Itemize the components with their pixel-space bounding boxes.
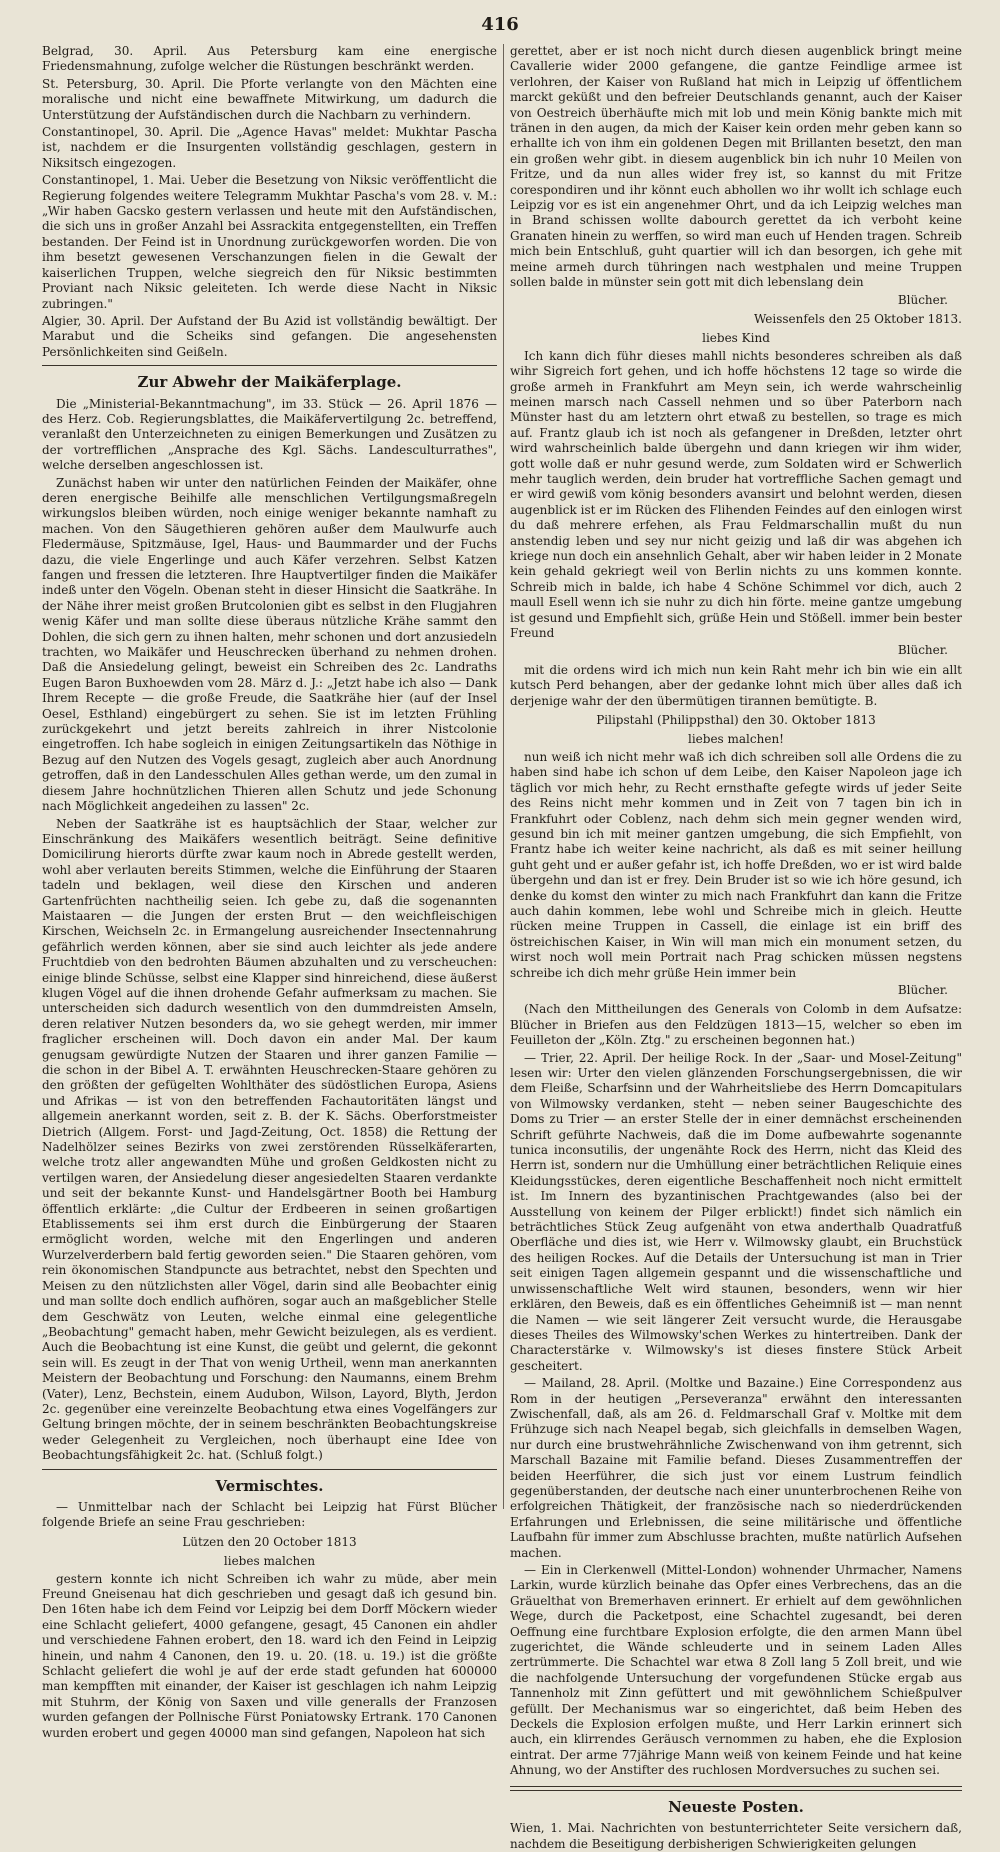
letter2-body: Ich kann dich führ dieses mahll nichts besonderes schreiben als daß wihr Sigreich fort gehen, und ich hoffe höchstens 12 tage so wirde die große armeh in Frankfuhrt am Meyn sein, ich werde wahrscheinlig meinen marsch nach Cassell nehmen und so über Paterborn nach Münster hast du am letztern ohrt etwaß zu bestellen, so trage es mich auf. Frantz glaub ich ist noch als gefangener in Dreßden, letzter ohrt wird wahrscheinlich balde übergehn und dann kriegen wir ihm wider, gott wolle daß er nuhr gesund werde, zum Soldaten wird er Schwerlich mehr tauglich werden, dein bruder hat vortreffliche Sachen gemagt und er wird gewiß vom könig besonders avansirt und belohnt werden, diesen augenblick ist er im Rücken des Flihenden Feindes auf den einlogen wirst du daß mehrere erfehen, als Frau Feldmarschallin mußt du nun anstendig leben und sey nur nicht geizig und laß dir was abgehen ich kriege nun doch ein ansehnlich Gehalt, aber wir haben leider in 2 Monate kein gehald gekriegt weil von Berlin nichts zu uns kommen konnte. Schreib mich in balde, ich habe 4 Schöne Schimmel vor dich, auch 2 maull Esell wenn ich sie nuhr zu dich hin förte. meine gantze umgebung ist gesund und Empfiehlt sich, grüße Hein und Stößell. immer bein bester Freund: [510, 348, 962, 641]
vermischtes-intro: — Unmittelbar nach der Schlacht bei Leipzig hat Fürst Blücher folgende Briefe an seine Frau geschrieben:: [42, 1499, 497, 1530]
letter2-dateline: Weissenfels den 25 Oktober 1813.: [753, 311, 962, 326]
source-note: (Nach den Mittheilungen des Generals von Colomb in dem Aufsatze: Blücher in Briefen aus den Feldzügen 1813—15, welcher so eben im Feuilleton der „Köln. Ztg." zu erscheinen begonnen hat.): [510, 1002, 962, 1048]
maikaefer-paragraph: Zunächst haben wir unter den natürlichen Feinden der Maikäfer, ohne deren energische Beihilfe alle menschlichen Vertilgungsmaßregeln wirkungslos bleiben würden, noch einige weniger bekannte namhaft zu machen. Von den Säugethieren gehören außer dem Maulwurfe auch Fledermäuse, Spitzmäuse, Igel, Haus- und Baummarder und der Fuchs dazu, die viele Engerlinge und auch Käfer verzehren. Selbst Katzen fangen und fressen die letzteren. Ihre Hauptvertilger finden die Maikäfer indeß unter den Vögeln. Obenan steht in dieser Hinsicht die Saatkrähe. In der Nähe ihrer meist großen Brutcolonien gibt es selbst in den Flugjahren wenig Käfer und man sollte diese überaus nützliche Krähe sammt den Dohlen, die sich gern zu ihnen halten, mehr schonen und dort anzusiedeln trachten, wo Maikäfer und Heuschrecken überhand zu nehmen drohen. Daß die Ansiedelung gelingt, beweist ein Schreiben des 2c. Landraths Eugen Baron Buxhoewden vom 28. März d. J.: „Jetzt habe ich also — Dank Ihrem Recepte — die große Freude, die Saatkrähe hier (auf der Insel Oesel, Esthland) eingebürgert zu sehen. Sie ist im letzten Frühling zurückgekehrt und jetzt bereits zahlreich in ihrer Nistcolonie eingetroffen. Ich habe sogleich in einigen Zeitungsartikeln das Nöthige in Bezug auf den Nutzen des Vogels gesagt, zugleich aber auch Anordnung getroffen, daß in den Landesschulen Alles gethan werde, um den zumal in diesem Jahre hochnützlichen Thieren allen Schutz und jede Schonung nach Möglichkeit angedeihen zu lassen" 2c.: [42, 475, 497, 814]
letter1-body: gestern konnte ich nicht Schreiben ich wahr zu müde, aber mein Freund Gneisenau hat dich geschrieben und gesagt daß ich gesund bin. Den 16ten habe ich dem Feind vor Leipzig bei dem Dorff Möckern wieder eine Schlacht geliefert, 4000 gefangene, gesagt, 45 Canonen ein ahdler und verschiedene Fahnen erobert, den 18. ward ich den Feind in Leipzig hinein, und nahm 4 Canonen, den 19. u. 20. (18. u. 19.) ist die größte Schlacht geliefert die wohl je auf der erde stadt gefunden hat 600000 man kempfften mit einander, der Kaiser ist geschlagen ich nahm Leipzig mit Stuhrm, der König von Saxen und ville generalls der Franzosen wurden gefangen der Pollnische Fürst Poniatowsky Ertrank. 170 Canonen wurden erobert und gegen 40000 man sind gefangen, Napoleon hat sich: [42, 1571, 497, 1740]
left-column: [42, 44, 497, 1740]
maikaefer-paragraph: Neben der Saatkrähe ist es hauptsächlich der Staar, welcher zur Einschränkung des Maikäfers wesentlich beiträgt. Seine definitive Domicilirung hierorts dürfte zwar kaum noch in Abrede gestellt werden, wohl aber verlauten bereits Stimmen, welche die Einführung der Staaren tadeln und beklagen, weil diese den Kirschen und anderen Gartenfrüchten nachtheilig seien. Ich gebe zu, daß die sogenannten Maistaaren — die Jungen der ersten Brut — den weichfleischigen Kirschen, Weichseln 2c. in Ermangelung ausreichender Insectennahrung gefährlich werden können, aber sie sind auch leichter als jede andere Fruchtdieb von den bedrohten Bäumen abzuhalten und zu verscheuchen: einige blinde Schüsse, selbst eine Klapper sind hinreichend, diese äußerst klugen Vögel auf die ihnen drohende Gefahr aufmerksam zu machen. Sie unterscheiden sich dadurch wesentlich von den dummdreisten Amseln, deren relativer Nutzen besonders da, wo sie gehegt werden, mir immer fraglicher erscheinen will. Doch davon ein ander Mal. Der kaum genugsam gewürdigte Nutzen der Staaren und ihrer ganzen Familie — die schon in der Bibel A. T. erwähnten Heuschrecken-Staare gehören zu den größten der gefügelten Wohlthäter des südöstlichen Europa, Asiens und Afrikas — ist von den betreffenden Fachautoritäten längst und allgemein anerkannt worden, seit z. B. der K. Sächs. Oberforstmeister Dietrich (Allgem. Forst- und Jagd-Zeitung, Oct. 1858) die Rettung der Nadelhölzer seines Bezirks von zwei zerstörenden Rüsselkäferarten, welche trotz aller angewandten Mühe und großen Geldkosten nicht zu vertilgen waren, der Ansiedelung dieser angesiedelten Staaren verdankte und seit der bekannte Kunst- und Handelsgärtner Booth bei Hamburg öffentlich erklärte: „die Cultur der Erdbeeren in seinen großartigen Etablissements sei ihm erst durch die Einbürgerung der Staaren ermöglicht worden, welche mit den Engerlingen und anderen Wurzelverderbern bald fertig geworden seien." Die Staaren gehören, vom rein ökonomischen Standpuncte aus betrachtet, nebst den Spechten und Meisen zu den nützlichsten aller Vögel, darin sind alle Beobachter einig und man sollte doch endlich aufhören, sogar auch an maßgeblicher Stelle dem Geschwätz von Leuten, welche einmal eine gelegentliche „Beobachtung" gemacht haben, mehr Gewicht beizulegen, als es verdient. Auch die Beobachtung ist eine Kunst, die geübt und gelernt, die gekonnt sein will. Es zeugt in der That von wenig Urtheil, wenn man anerkannten Meistern der Beobachtung und Forschung: den Naumanns, einem Brehm (Vater), Lenz, Bechstein, einem Audubon, Wilson, Layord, Blyth, Jerdon 2c. gegenüber eine vereinzelte Beobachtung etwa eines Vogelfängers zur Geltung bringen möchte, der in seinem beschränkten Beobachtungskreise weder Gelegenheit zu Vergleichen, noch überhaupt eine Idee von Beobachtungsfähigkeit 2c. hat. (Schluß folgt.): [42, 816, 497, 1463]
letter3-signature: Blücher.: [897, 982, 948, 997]
news-constantinopel-2: Constantinopel, 1. Mai. Ueber die Besetzung von Niksic veröffentlicht die Regierung folgendes weitere Telegramm Mukhtar Pascha's vom 28. v. M.: „Wir haben Gacsko gestern verlassen und heute mit den Aufständischen, die sich uns in großer Anzahl bei Assrackita entgegenstellten, ein Treffen bestanden. Der Feind ist in Unordnung zurückgeworfen worden. Die von ihm besetzt gewesenen Verschanzungen fielen in die Gewalt der kaiserlichen Truppen, welche siegreich den für Niksic bestimmten Proviant nach Niksic geleiteten. Ich werde diese Nacht in Niksic zubringen.": [42, 173, 497, 311]
news-wien: Wien, 1. Mai. Nachrichten von bestunterrichteter Seite versichern daß, nachdem die Beseitigung derbisherigen Schwierigkeiten gelungen: [510, 1821, 962, 1851]
letter1-dateline: Lützen den 20 October 1813: [182, 1534, 357, 1549]
maikaefer-heading: Zur Abwehr der Maikäferplage.: [137, 373, 402, 392]
news-algier: Algier, 30. April. Der Aufstand der Bu Azid ist vollständig bewältigt. Der Marabut und die Scheiks sind gefangen. Die angesehensten Persönlichkeiten sind Geißeln.: [42, 313, 497, 359]
news-mailand: — Mailand, 28. April. (Moltke und Bazaine.) Eine Correspondenz aus Rom in der heutigen „Perseveranza" erwähnt den interessanten Zwischenfall, daß, als am 26. d. Feldmarschall Graf v. Moltke mit dem Frühzuge sich nach Neapel begab, sich gleichfalls in demselben Wagen, nur durch eine brustwehrähnliche Zwischenwand von ihm getrennt, sich Marschall Bazaine mit Familie befand. Dieses Zusammentreffen der beiden Heerführer, die sich just vor einem Lustrum feindlich gegenüberstanden, der deutsche nach einer ununterbrochenen Reihe von erfolgreichen Thätigkeit, der französische nach so niederdrückenden Erfahrungen und Erlebnissen, die seine militärische und öffentliche Laufbahn für immer zum Abschlusse brachten, mußte natürlich Aufsehen machen.: [510, 1376, 962, 1560]
letter3-body: nun weiß ich nicht mehr waß ich dich schreiben soll alle Ordens die zu haben sind habe ich schon uf dem Leibe, den Kaiser Napoleon jage ich täglich vor mich hehr, zu Recht ernsthafte gefegte wirds uf jeder Seite des Reins nicht mehr kommen und in Zeit von 7 tagen bin ich in Frankfuhrt oder Coblenz, nach dehm sich mein gegner wenden wird, gesund bin ich mit meiner gantzen umgebung, die sich Empfiehlt, von Frantz habe ich weiter keine nachricht, als daß es mit seiner heillung guht geht und er außer gefahr ist, ich hoffe Dreßden, wo er ist wird balde übergehn und dan ist er frey. Dein Bruder ist so wie ich höre gesund, ich denke du komst den winter zu mich nach Frankfuhrt dan kann die Fritze auch dahin kommen, lebe wohl und Schreibe mich in gleich. Heutte rücken meine Truppen in Cassell, die einlage ist ein briff des östreichischen Kaiser, in Win will man mich ein monument setzen, du wirst noch woll mein Portrait nach Prag schicken müssen negstens schreibe ich dich mehr grüße Hein immer bein: [510, 749, 962, 980]
letter1-signature: Blücher.: [897, 292, 948, 307]
page-number: 416: [481, 14, 519, 35]
vermischtes-heading: Vermischtes.: [215, 1476, 324, 1495]
section-rule: [42, 1469, 497, 1470]
column-divider: [503, 44, 504, 1509]
letter2-salutation: liebes Kind: [702, 331, 770, 346]
letter3-salutation: liebes malchen!: [687, 732, 784, 747]
section-rule: [510, 1786, 962, 1791]
news-clerkenwell: — Ein in Clerkenwell (Mittel-London) wohnender Uhrmacher, Namens Larkin, wurde kürzlich beinahe das Opfer eines Verbrechens, das an die Gräuelthat von Bremerhaven erinnert. Er erhielt auf dem gewöhnlichen Wege, durch die Packetpost, eine Schachtel zugesandt, bei deren Oeffnung eine furchtbare Explosion erfolgte, die den armen Mann übel zugerichtet, die Wände schleuderte und in seinem Laden Alles zertrümmerte. Die Schachtel war etwa 8 Zoll lang 5 Zoll breit, und wie die nachfolgende Untersuchung der vorgefundenen Stücke ergab aus Tannenholz mit Zinn gefüttert und mit gewöhnlichem Schießpulver gefüllt. Der Mechanismus war so eingerichtet, daß beim Heben des Deckels die Explosion erfolgen mußte, und Herr Larkin erinnert sich auch, ein klirrendes Geräusch vernommen zu haben, ehe die Explosion eintrat. Der arme 77jährige Mann weiß von keinem Feinde und hat keine Ahnung, wo der Anstifter des ruchlosen Mordversuches zu suchen sei.: [510, 1563, 962, 1778]
news-constantinopel-1: Constantinopel, 30. April. Die „Agence Havas" meldet: Mukhtar Pascha ist, nachdem er die Insurgenten vollständig geschlagen, gestern in Niksitsch eingezogen.: [42, 125, 497, 170]
maikaefer-paragraph: Die „Ministerial-Bekanntmachung", im 33. Stück — 26. April 1876 — des Herz. Cob. Regierungsblattes, die Maikäfervertilgung 2c. betreffend, veranlaßt den Unterzeichneten zu einigen Bemerkungen und Zusätzen zu der vortrefflichen „Ansprache des Kgl. Sächs. Landesculturrathes", welche derselben angeschlossen ist.: [42, 396, 497, 473]
section-rule: [42, 365, 497, 366]
right-column: [510, 44, 962, 1851]
news-belgrad: Belgrad, 30. April. Aus Petersburg kam eine energische Friedensmahnung, zufolge welcher die Rüstungen beschränkt werden.: [42, 44, 497, 74]
neueste-heading: Neueste Posten.: [668, 1797, 804, 1816]
news-trier: — Trier, 22. April. Der heilige Rock. In der „Saar- und Mosel-Zeitung" lesen wir: Urter den vielen glänzenden Forschungsergebnissen, die wir dem Fleiße, Scharfsinn und der Wahrheitsliebe des Herrn Domcapitulars von Wilmowsky verdanken, steht — neben seiner Baugeschichte des Doms zu Trier — an erster Stelle der in einer demnächst erscheinenden Schrift geführte Nachweis, daß die im Dome aufbewahrte sogenannte tunica inconsutilis, der ungenähte Rock des Herrn, nicht das Kleid des Herrn ist, sondern nur die Umhüllung einer beträchtlichen Reliquie eines Kleidungsstückes, deren eigentliche Beschaffenheit noch nicht ermittelt ist. Im Innern des byzantinischen Prachtgewandes (also bei der Ausstellung von keinem der Pilger erblickt!) findet sich nämlich ein beträchtliches Stück Zeug aufgenäht von etwa anderthalb Quadratfuß Oberfläche und dies ist, wie Herr v. Wilmowsky glaubt, ein Bruchstück des heiligen Rockes. Auf die Details der Untersuchung ist man in Trier seit einigen Tagen allgemein gespannt und die wissenschaftliche und unwissenschaftliche Welt wird staunen, besonders, wenn wir hier erklären, den Beweis, daß es ein öffentliches Geheimniß ist — man nennt die Namen — wie seit längerer Zeit versucht wurde, die Herausgabe dieses Theiles des Wilmowsky'schen Werkes zu hintertreiben. Dank der Characterstärke v. Wilmowsky's ist dieses finstere Stück Arbeit gescheitert.: [510, 1050, 962, 1373]
letter3-dateline: Pilipstahl (Philippsthal) den 30. Oktober 1813: [596, 713, 876, 728]
letter1-continued: gerettet, aber er ist noch nicht durch diesen augenblick bringt meine Cavallerie wider 2000 gefangene, die gantze Feindlige armee ist verlohren, der Kaiser von Rußland hat mich in Leipzig uf öffentlichem marckt geküßt und den befreier Deutschlands genannt, auch der Kaiser von Oestreich überhäufte mich mit lob und mein König bankte mich mit tränen in den augen, da mich der Kaiser kein orden mehr geben kann so erhallte ich von ihm ein goldenen Degen mit Brillanten besetzt, den man ein großen wehr gibt. in diesem augenblick bin ich nuhr 10 Meilen von Fritze, und da nun alles wider frey ist, so kannst du mit Fritze corespondiren und ihr könnt euch abhollen wo ihr wollt ich schlage euch Leipzig vor es ist ein angenehmer Ohrt, und da ich Leipzig welches man in Brand schissen wollte dabourch gerettet da ich verboht keine Granaten hinein zu werffen, so wird man euch uf Henden tragen. Schreib mich bein Entschluß, guht quartier will ich dan besorgen, ich gehe mit meine armeh durch tühringen nach westphalen und meine Truppen sollen balde in münster sein gott mit dich lebenslang dein: [510, 44, 962, 290]
letter2-signature: Blücher.: [897, 643, 948, 658]
letter2-postscript: mit die ordens wird ich mich nun kein Raht mehr ich bin wie ein allt kutsch Perd behangen, aber der gedanke lohnt mich über alles daß ich derjenige wahr der den übermütigen tirannen bemütigte. B.: [510, 662, 962, 708]
letter1-salutation: liebes malchen: [223, 1554, 316, 1569]
news-petersburg: St. Petersburg, 30. April. Die Pforte verlangte von den Mächten eine moralische und nicht eine bewaffnete Mitwirkung, um dadurch die Unterstützung der Aufständischen durch die Nachbarn zu verhindern.: [42, 76, 497, 122]
